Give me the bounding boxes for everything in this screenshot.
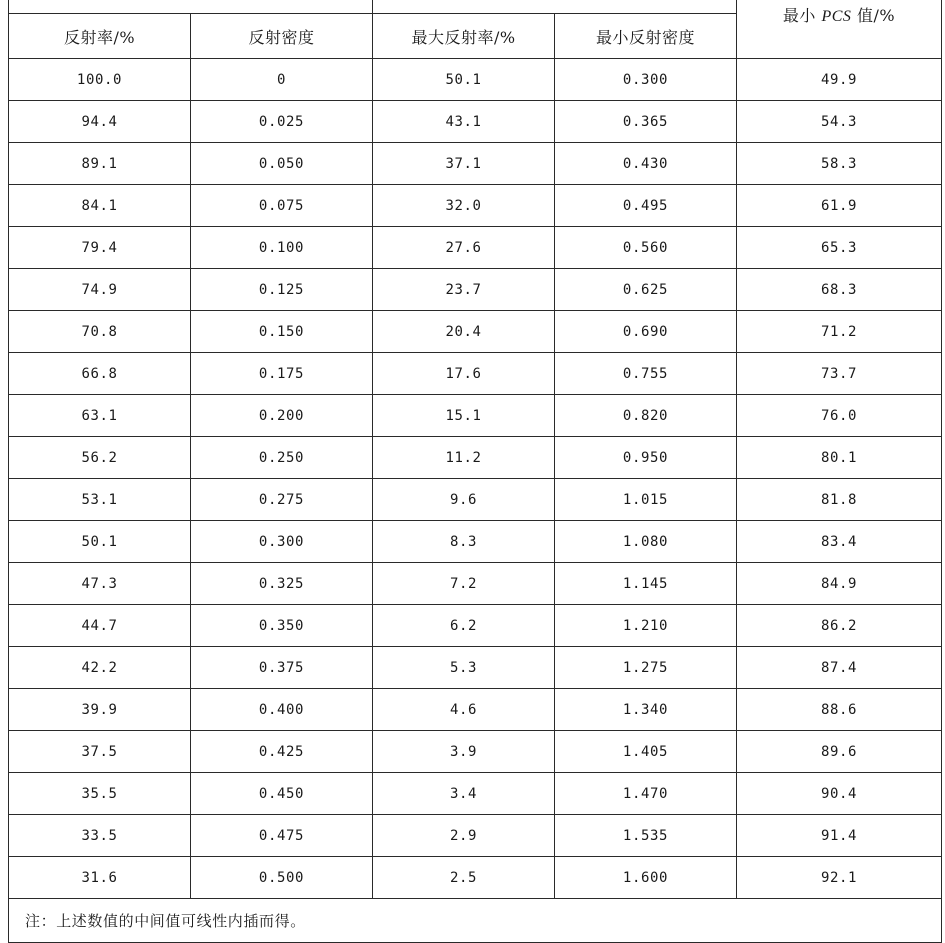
cell-max-reflectance: 11.2 bbox=[373, 437, 555, 479]
cell-reflection-density: 0.375 bbox=[191, 647, 373, 689]
table-row bbox=[9, 521, 942, 563]
cell-min-pcs: 68.3 bbox=[737, 269, 942, 311]
cell-min-pcs: 65.3 bbox=[737, 227, 942, 269]
cell-reflectance: 70.8 bbox=[9, 311, 191, 353]
cell-reflectance: 50.1 bbox=[9, 521, 191, 563]
cell-min-pcs: 73.7 bbox=[737, 353, 942, 395]
cell-min-pcs: 84.9 bbox=[737, 563, 942, 605]
cell-max-reflectance: 9.6 bbox=[373, 479, 555, 521]
cell-max-reflectance: 43.1 bbox=[373, 101, 555, 143]
cell-reflection-density: 0.425 bbox=[191, 731, 373, 773]
cell-reflectance: 66.8 bbox=[9, 353, 191, 395]
cell-min-pcs: 86.2 bbox=[737, 605, 942, 647]
cell-min-reflection-density: 1.210 bbox=[555, 605, 737, 647]
cell-min-pcs: 80.1 bbox=[737, 437, 942, 479]
cell-reflection-density: 0.100 bbox=[191, 227, 373, 269]
cell-min-pcs: 83.4 bbox=[737, 521, 942, 563]
cell-min-reflection-density: 0.625 bbox=[555, 269, 737, 311]
cell-reflection-density: 0.300 bbox=[191, 521, 373, 563]
table-row bbox=[9, 773, 942, 815]
cell-reflection-density: 0.125 bbox=[191, 269, 373, 311]
cell-min-reflection-density: 1.340 bbox=[555, 689, 737, 731]
cell-min-reflection-density: 0.690 bbox=[555, 311, 737, 353]
cell-min-reflection-density: 1.535 bbox=[555, 815, 737, 857]
cell-reflection-density: 0.325 bbox=[191, 563, 373, 605]
cell-min-pcs: 49.9 bbox=[737, 59, 942, 101]
cell-reflectance: 33.5 bbox=[9, 815, 191, 857]
table-row bbox=[9, 437, 942, 479]
header-reflectance: 反射率/% bbox=[9, 14, 191, 59]
header-min-pcs-suffix: 值/% bbox=[851, 6, 896, 25]
cell-max-reflectance: 2.9 bbox=[373, 815, 555, 857]
cell-reflection-density: 0 bbox=[191, 59, 373, 101]
cell-min-pcs: 92.1 bbox=[737, 857, 942, 899]
cell-min-pcs: 81.8 bbox=[737, 479, 942, 521]
cell-reflectance: 53.1 bbox=[9, 479, 191, 521]
table-row bbox=[9, 59, 942, 101]
cell-min-pcs: 71.2 bbox=[737, 311, 942, 353]
cell-min-reflection-density: 1.080 bbox=[555, 521, 737, 563]
cell-min-reflection-density: 1.275 bbox=[555, 647, 737, 689]
cell-min-reflection-density: 1.405 bbox=[555, 731, 737, 773]
cell-reflection-density: 0.275 bbox=[191, 479, 373, 521]
cell-reflection-density: 0.150 bbox=[191, 311, 373, 353]
cell-reflection-density: 0.350 bbox=[191, 605, 373, 647]
cell-min-reflection-density: 0.755 bbox=[555, 353, 737, 395]
cell-reflectance: 39.9 bbox=[9, 689, 191, 731]
cell-max-reflectance: 20.4 bbox=[373, 311, 555, 353]
cell-reflectance: 35.5 bbox=[9, 773, 191, 815]
table-row bbox=[9, 395, 942, 437]
cell-reflectance: 44.7 bbox=[9, 605, 191, 647]
cell-max-reflectance: 27.6 bbox=[373, 227, 555, 269]
table-row bbox=[9, 227, 942, 269]
cell-max-reflectance: 8.3 bbox=[373, 521, 555, 563]
table-row bbox=[9, 311, 942, 353]
cell-reflection-density: 0.025 bbox=[191, 101, 373, 143]
table-row bbox=[9, 353, 942, 395]
table-row bbox=[9, 857, 942, 899]
table-row bbox=[9, 815, 942, 857]
cell-min-pcs: 58.3 bbox=[737, 143, 942, 185]
table-row bbox=[9, 731, 942, 773]
table-row bbox=[9, 689, 942, 731]
table-body bbox=[9, 59, 942, 943]
cell-max-reflectance: 2.5 bbox=[373, 857, 555, 899]
cell-reflectance: 100.0 bbox=[9, 59, 191, 101]
cell-reflection-density: 0.250 bbox=[191, 437, 373, 479]
cell-min-pcs: 87.4 bbox=[737, 647, 942, 689]
table-header bbox=[9, 0, 942, 59]
cell-min-pcs: 88.6 bbox=[737, 689, 942, 731]
cell-min-reflection-density: 0.950 bbox=[555, 437, 737, 479]
header-min-pcs-prefix: 最小 bbox=[782, 6, 822, 25]
cell-min-pcs: 91.4 bbox=[737, 815, 942, 857]
cell-min-reflection-density: 1.600 bbox=[555, 857, 737, 899]
cell-max-reflectance: 4.6 bbox=[373, 689, 555, 731]
header-group-cell-left bbox=[9, 0, 373, 14]
cell-reflectance: 79.4 bbox=[9, 227, 191, 269]
cell-reflectance: 56.2 bbox=[9, 437, 191, 479]
header-group-cell-right bbox=[373, 0, 737, 14]
table-row bbox=[9, 185, 942, 227]
cell-reflectance: 74.9 bbox=[9, 269, 191, 311]
cell-reflectance: 31.6 bbox=[9, 857, 191, 899]
cell-max-reflectance: 15.1 bbox=[373, 395, 555, 437]
cell-reflection-density: 0.450 bbox=[191, 773, 373, 815]
cell-reflectance: 84.1 bbox=[9, 185, 191, 227]
table-note: 注：上述数值的中间值可线性内插而得。 bbox=[9, 899, 942, 943]
cell-min-reflection-density: 0.430 bbox=[555, 143, 737, 185]
cell-reflectance: 89.1 bbox=[9, 143, 191, 185]
cell-reflection-density: 0.175 bbox=[191, 353, 373, 395]
cell-reflection-density: 0.475 bbox=[191, 815, 373, 857]
cell-min-reflection-density: 0.560 bbox=[555, 227, 737, 269]
cell-reflectance: 37.5 bbox=[9, 731, 191, 773]
cell-reflection-density: 0.050 bbox=[191, 143, 373, 185]
cell-min-reflection-density: 0.365 bbox=[555, 101, 737, 143]
cell-max-reflectance: 37.1 bbox=[373, 143, 555, 185]
cell-reflection-density: 0.500 bbox=[191, 857, 373, 899]
cell-max-reflectance: 17.6 bbox=[373, 353, 555, 395]
table-row bbox=[9, 605, 942, 647]
cell-min-pcs: 54.3 bbox=[737, 101, 942, 143]
cell-reflection-density: 0.200 bbox=[191, 395, 373, 437]
cell-max-reflectance: 7.2 bbox=[373, 563, 555, 605]
cell-reflection-density: 0.075 bbox=[191, 185, 373, 227]
cell-max-reflectance: 23.7 bbox=[373, 269, 555, 311]
table-row bbox=[9, 563, 942, 605]
cell-max-reflectance: 5.3 bbox=[373, 647, 555, 689]
table-row bbox=[9, 143, 942, 185]
header-min-pcs bbox=[737, 0, 942, 59]
cell-min-reflection-density: 1.015 bbox=[555, 479, 737, 521]
cell-min-reflection-density: 0.495 bbox=[555, 185, 737, 227]
cell-min-pcs: 61.9 bbox=[737, 185, 942, 227]
cell-max-reflectance: 32.0 bbox=[373, 185, 555, 227]
table-note-row bbox=[9, 899, 942, 943]
cell-max-reflectance: 3.4 bbox=[373, 773, 555, 815]
cell-min-pcs: 89.6 bbox=[737, 731, 942, 773]
cell-reflectance: 63.1 bbox=[9, 395, 191, 437]
cell-min-reflection-density: 1.470 bbox=[555, 773, 737, 815]
reflectance-table bbox=[8, 0, 942, 943]
cell-min-pcs: 90.4 bbox=[737, 773, 942, 815]
header-reflection-density: 反射密度 bbox=[191, 14, 373, 59]
cell-max-reflectance: 6.2 bbox=[373, 605, 555, 647]
cell-reflection-density: 0.400 bbox=[191, 689, 373, 731]
table-row bbox=[9, 101, 942, 143]
cell-min-reflection-density: 0.820 bbox=[555, 395, 737, 437]
header-group-row bbox=[9, 0, 942, 14]
cell-min-pcs: 76.0 bbox=[737, 395, 942, 437]
header-min-pcs-term: PCS bbox=[821, 8, 852, 25]
table-row bbox=[9, 647, 942, 689]
cell-reflectance: 47.3 bbox=[9, 563, 191, 605]
header-max-reflectance: 最大反射率/% bbox=[373, 14, 555, 59]
table-row bbox=[9, 269, 942, 311]
cell-max-reflectance: 50.1 bbox=[373, 59, 555, 101]
cell-min-reflection-density: 0.300 bbox=[555, 59, 737, 101]
cell-max-reflectance: 3.9 bbox=[373, 731, 555, 773]
header-min-reflection-density: 最小反射密度 bbox=[555, 14, 737, 59]
cell-reflectance: 94.4 bbox=[9, 101, 191, 143]
cell-reflectance: 42.2 bbox=[9, 647, 191, 689]
table-row bbox=[9, 479, 942, 521]
cell-min-reflection-density: 1.145 bbox=[555, 563, 737, 605]
